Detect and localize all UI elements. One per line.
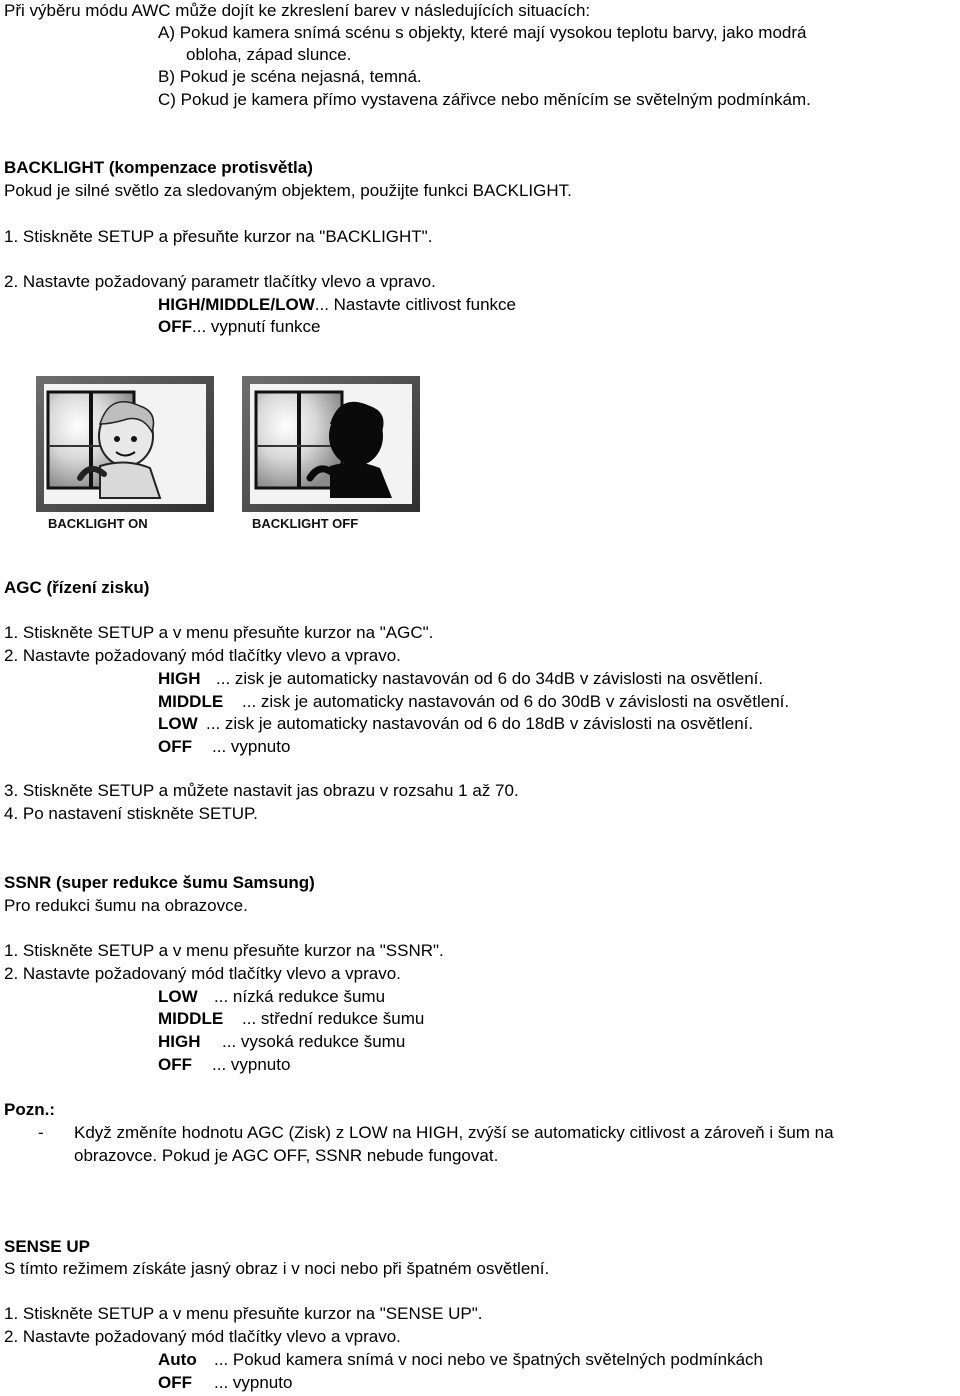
option-text: ... střední redukce šumu [242, 1009, 425, 1028]
option-key: OFF [158, 737, 192, 756]
option-key: Auto [158, 1350, 197, 1369]
senseup-option-auto [158, 1349, 763, 1371]
option-key: OFF [158, 1055, 192, 1074]
option-key: HIGH/MIDDLE/LOW [158, 295, 315, 314]
awc-case-b: B) Pokud je scéna nejasná, temná. [158, 67, 422, 86]
ssnr-desc: Pro redukci šumu na obrazovce. [4, 896, 248, 915]
agc-step3: 3. Stiskněte SETUP a můžete nastavit jas obrazu v rozsahu 1 až 70. [4, 781, 519, 800]
backlight-title: BACKLIGHT (kompenzace protisvětla) [4, 158, 313, 177]
option-text: ... vysoká redukce šumu [222, 1032, 406, 1051]
backlight-option-level [158, 294, 516, 316]
backlight-on-caption: BACKLIGHT ON [48, 516, 148, 531]
awc-case-a-cont: obloha, západ slunce. [186, 45, 352, 64]
option-text: ... vypnuto [214, 1373, 293, 1392]
backlight-off-caption: BACKLIGHT OFF [252, 516, 359, 531]
agc-step2: 2. Nastavte požadovaný mód tlačítky vlevo a vpravo. [4, 646, 401, 665]
ssnr-title: SSNR (super redukce šumu Samsung) [4, 873, 315, 892]
ssnr-option-middle [158, 1008, 424, 1030]
backlight-desc: Pokud je silné světlo za sledovaným objektem, použijte funkci BACKLIGHT. [4, 181, 572, 200]
option-key: OFF [158, 1373, 192, 1392]
option-key: HIGH [158, 1032, 201, 1051]
option-text: ... Nastavte citlivost funkce [314, 295, 517, 314]
awc-case-c: C) Pokud je kamera přímo vystavena zářivce nebo měnícím se světelným podmínkám. [158, 90, 811, 109]
option-text: ... nízká redukce šumu [214, 987, 386, 1006]
awc-case-a: A) Pokud kamera snímá scénu s objekty, které mají vysokou teplotu barvy, jako modrá [158, 23, 807, 42]
option-text: ... Pokud kamera snímá v noci nebo ve špatných světelných podmínkách [214, 1350, 764, 1369]
note-line2: obrazovce. Pokud je AGC OFF, SSNR nebude fungovat. [74, 1146, 499, 1165]
option-key: LOW [158, 714, 198, 733]
agc-title: AGC (řízení zisku) [4, 578, 150, 597]
option-text: ... vypnutí funkce [192, 317, 321, 336]
backlight-step2: 2. Nastavte požadovaný parametr tlačítky vlevo a vpravo. [4, 272, 436, 291]
option-text: ... vypnuto [212, 737, 291, 756]
agc-option-low [158, 713, 753, 735]
backlight-option-off [158, 316, 321, 338]
backlight-on-image [36, 376, 214, 531]
senseup-step1: 1. Stiskněte SETUP a v menu přesuňte kurzor na "SENSE UP". [4, 1304, 483, 1323]
senseup-desc: S tímto režimem získáte jasný obraz i v noci nebo při špatném osvětlení. [4, 1259, 550, 1278]
agc-step1: 1. Stiskněte SETUP a v menu přesuňte kurzor na "AGC". [4, 623, 434, 642]
option-text: ... zisk je automaticky nastavován od 6 do 18dB v závislosti na osvětlení. [206, 714, 754, 733]
agc-option-high [158, 668, 763, 690]
ssnr-step1: 1. Stiskněte SETUP a v menu přesuňte kurzor na "SSNR". [4, 941, 444, 960]
option-key: MIDDLE [158, 1009, 224, 1028]
option-text: ... zisk je automaticky nastavován od 6 do 30dB v závislosti na osvětlení. [242, 692, 790, 711]
backlight-off-image [242, 376, 420, 531]
ssnr-option-low [158, 986, 385, 1008]
option-key: HIGH [158, 669, 201, 688]
senseup-option-off [158, 1372, 292, 1394]
ssnr-option-high [158, 1031, 405, 1053]
backlight-step1: 1. Stiskněte SETUP a přesuňte kurzor na "BACKLIGHT". [4, 227, 433, 246]
note-line1: Když změníte hodnotu AGC (Zisk) z LOW na HIGH, zvýší se automaticky citlivost a zároveň i šum na [74, 1123, 834, 1142]
option-text: ... zisk je automaticky nastavován od 6 do 34dB v závislosti na osvětlení. [216, 669, 764, 688]
option-key: OFF [158, 317, 192, 336]
backlight-illustration [0, 362, 470, 550]
option-text: ... vypnuto [212, 1055, 291, 1074]
note-title: Pozn.: [4, 1100, 55, 1119]
ssnr-step2: 2. Nastavte požadovaný mód tlačítky vlevo a vpravo. [4, 964, 401, 983]
ssnr-option-off [158, 1054, 290, 1076]
senseup-step2: 2. Nastavte požadovaný mód tlačítky vlevo a vpravo. [4, 1327, 401, 1346]
agc-option-off [158, 736, 290, 758]
agc-option-middle [158, 691, 789, 713]
option-key: MIDDLE [158, 692, 224, 711]
option-key: LOW [158, 987, 198, 1006]
awc-intro: Při výběru módu AWC může dojít ke zkreslení barev v následujících situacích: [4, 1, 591, 20]
agc-step4: 4. Po nastavení stiskněte SETUP. [4, 804, 258, 823]
senseup-title: SENSE UP [4, 1237, 90, 1256]
note-dash: - [38, 1123, 44, 1142]
